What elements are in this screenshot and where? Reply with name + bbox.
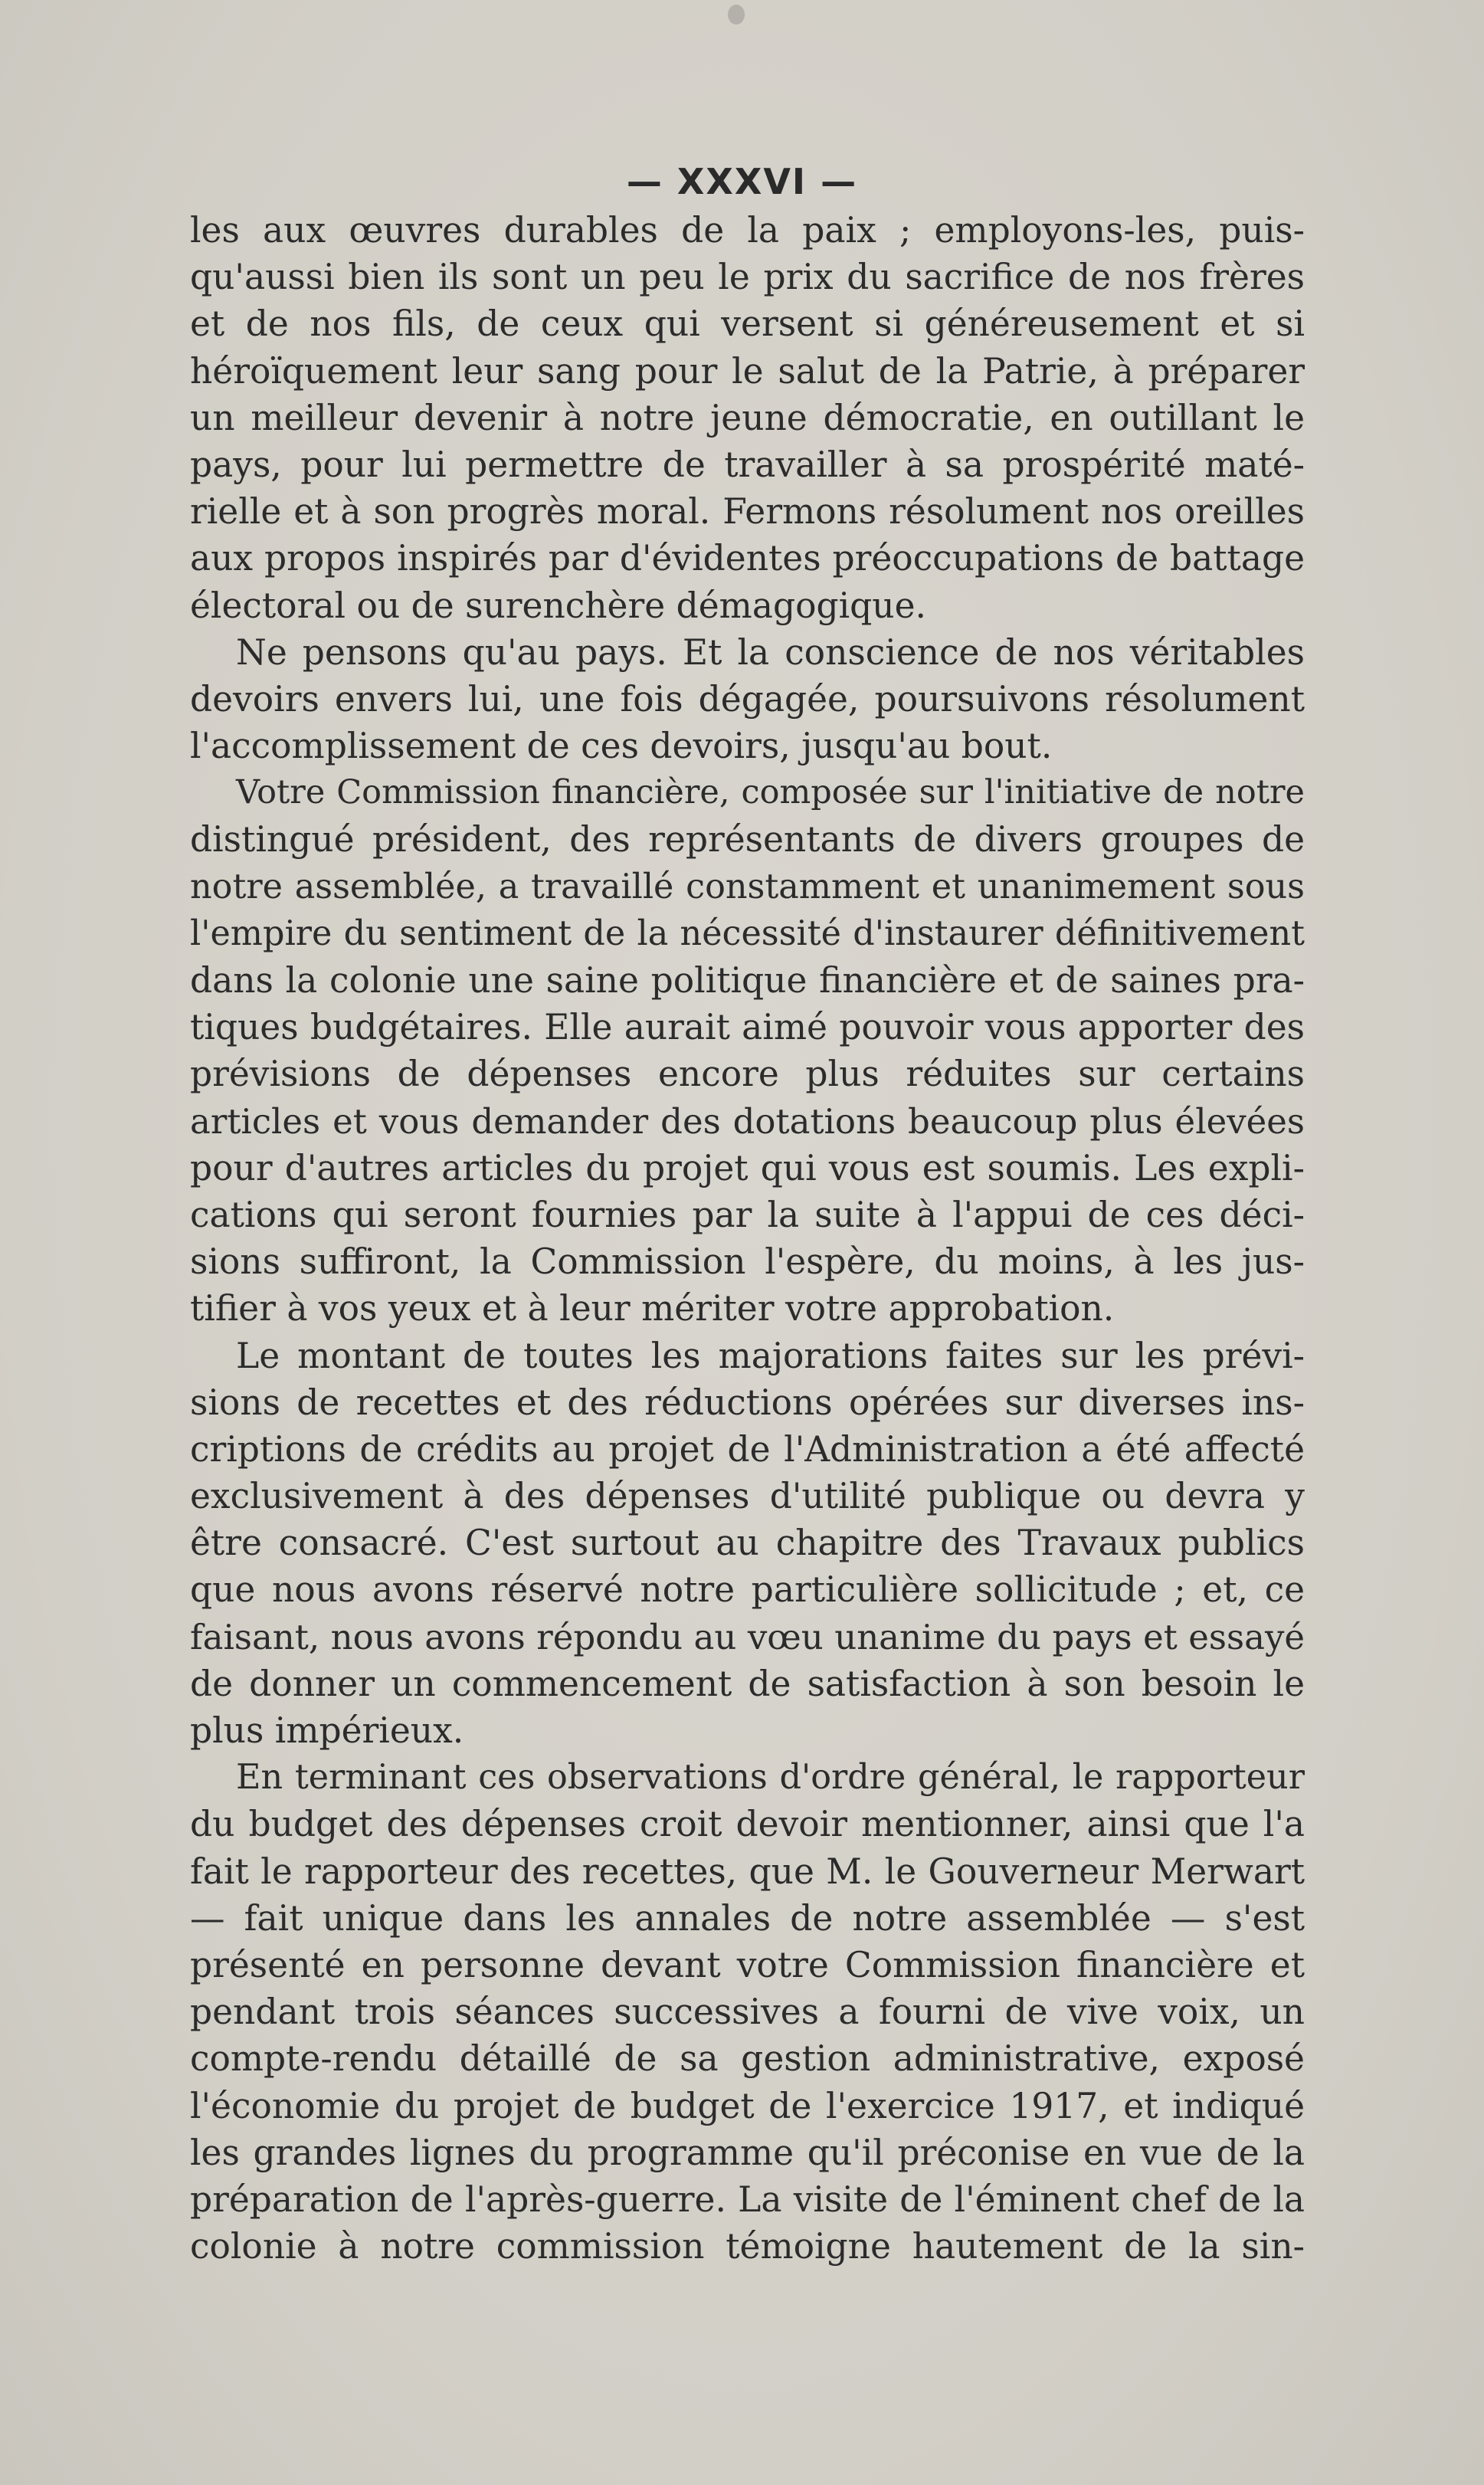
- text-line: et de nos fils, de ceux qui versent si généreusement et si: [190, 303, 1305, 345]
- text-line: plus impérieux.: [190, 1710, 464, 1751]
- text-line: devoirs envers lui, une fois dégagée, poursuivons résolument: [190, 678, 1305, 720]
- text-line: les aux œuvres durables de la paix ; employons-les, puis-: [190, 210, 1305, 251]
- text-line: — fait unique dans les annales de notre assemblée — s'est: [190, 1897, 1305, 1939]
- text-line: exclusivement à des dépenses d'utilité publique ou devra y: [190, 1476, 1305, 1517]
- text-line: de donner un commencement de satisfaction à son besoin le: [190, 1663, 1305, 1704]
- text-line: présenté en personne devant votre Commission financière et: [190, 1944, 1305, 1985]
- text-line: l'accomplissement de ces devoirs, jusqu'au bout.: [190, 726, 1053, 767]
- text-line: dans la colonie une saine politique financière et de saines pra-: [190, 960, 1305, 1001]
- text-line: électoral ou de surenchère démagogique.: [190, 585, 926, 626]
- paper-speck: [728, 5, 745, 25]
- text-line: rielle et à son progrès moral. Fermons résolument nos oreilles: [190, 491, 1305, 533]
- text-line: Votre Commission financière, composée sur l'initiative de notre: [236, 773, 1305, 812]
- text-line: fait le rapporteur des recettes, que M. le Gouverneur Merwart: [190, 1851, 1305, 1892]
- text-line: compte-rendu détaillé de sa gestion administrative, exposé: [190, 2038, 1305, 2080]
- text-line: cations qui seront fournies par la suite à l'appui de ces déci-: [190, 1194, 1305, 1235]
- text-line: prévisions de dépenses encore plus réduites sur certains: [190, 1054, 1305, 1095]
- text-line: pays, pour lui permettre de travailler à sa prospérité maté-: [190, 444, 1305, 485]
- text-line: En terminant ces observations d'ordre général, le rapporteur: [236, 1758, 1305, 1798]
- text-line: pour d'autres articles du projet qui vous est soumis. Les expli-: [190, 1147, 1305, 1188]
- text-line: notre assemblée, a travaillé constamment et unanimement sous: [190, 867, 1305, 906]
- text-line: tiques budgétaires. Elle aurait aimé pouvoir vous apporter des: [190, 1007, 1305, 1048]
- text-line: distingué président, des représentants de divers groupes de: [190, 819, 1305, 861]
- text-line: héroïquement leur sang pour le salut de la Patrie, à préparer: [190, 350, 1305, 392]
- page-number-header: — XXXVI —: [626, 161, 858, 202]
- text-line: tifier à vos yeux et à leur mériter votre approbation.: [190, 1288, 1115, 1329]
- text-line: faisant, nous avons répondu au vœu unanime du pays et essayé: [190, 1616, 1305, 1657]
- text-line: colonie à notre commission témoigne hautement de la sin-: [190, 2226, 1305, 2267]
- body-text: [190, 207, 1305, 2270]
- text-line: être consacré. C'est surtout au chapitre des Travaux publics: [190, 1523, 1305, 1564]
- text-line: préparation de l'après-guerre. La visite de l'éminent chef de la: [190, 2178, 1305, 2220]
- text-line: articles et vous demander des dotations beaucoup plus élevées: [190, 1100, 1305, 1142]
- text-line: les grandes lignes du programme qu'il préconise en vue de la: [190, 2132, 1305, 2173]
- text-line: l'économie du projet de budget de l'exercice 1917, et indiqué: [190, 2085, 1305, 2126]
- text-line: sions suffiront, la Commission l'espère, du moins, à les jus-: [190, 1241, 1305, 1283]
- text-line: criptions de crédits au projet de l'Administration a été affecté: [190, 1428, 1305, 1470]
- text-line: qu'aussi bien ils sont un peu le prix du sacrifice de nos frères: [190, 257, 1305, 298]
- text-line: sions de recettes et des réductions opérées sur diverses ins-: [190, 1382, 1305, 1423]
- text-line: pendant trois séances successives a fourni de vive voix, un: [190, 1992, 1305, 2033]
- text-line: aux propos inspirés par d'évidentes préoccupations de battage: [190, 538, 1305, 579]
- text-line: du budget des dépenses croit devoir mentionner, ainsi que l'a: [190, 1804, 1305, 1845]
- text-line: Ne pensons qu'au pays. Et la conscience de nos véritables: [236, 631, 1305, 673]
- text-line: Le montant de toutes les majorations faites sur les prévi-: [236, 1335, 1305, 1376]
- text-line: l'empire du sentiment de la nécessité d'instaurer définitivement: [190, 913, 1305, 953]
- text-line: un meilleur devenir à notre jeune démocratie, en outillant le: [190, 397, 1305, 438]
- text-line: que nous avons réservé notre particulière sollicitude ; et, ce: [190, 1569, 1305, 1611]
